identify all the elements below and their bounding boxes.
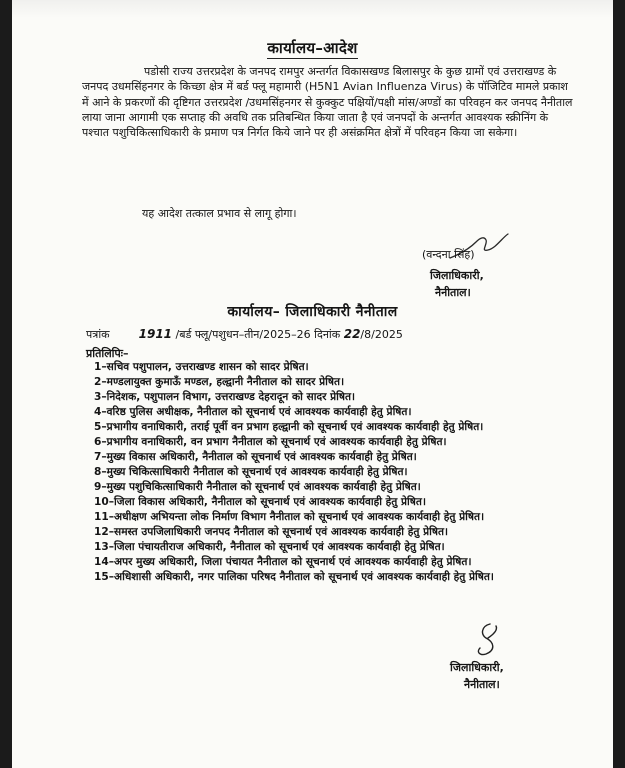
list-item: 11–अधीक्षण अभियन्ता लोक निर्माण विभाग नैनीताल को सूचनार्थ एवं आवश्यक कार्यवाही हेतु प्रेषित।: [94, 511, 485, 523]
reference-number-handwritten: 1911: [138, 327, 173, 341]
date-label: दिनांक: [314, 328, 341, 341]
list-item: 9–मुख्य पशुचिकित्साधिकारी नैनीताल को सूचनार्थ एवं आवश्यक कार्यवाही हेतु प्रेषित।: [94, 481, 421, 493]
handwritten-signature-2: [468, 620, 508, 660]
list-item: 2–मण्डलायुक्त कुमाऊँ मण्डल, हल्द्वानी नैनीताल को सादर प्रेषित।: [94, 376, 345, 388]
list-item: 3–निदेशक, पशुपालन विभाग, उत्तराखण्ड देहरादून को सादर प्रेषित।: [94, 391, 356, 403]
list-item: 1–सचिव पशुपालन, उत्तराखण्ड शासन को सादर प्रेषित।: [94, 361, 309, 373]
effect-statement: यह आदेश तत्काल प्रभाव से लागू होगा।: [142, 207, 297, 220]
district-office-heading: कार्यालय– जिलाधिकारी नैनीताल: [227, 304, 398, 320]
date-rest: /8/2025: [360, 328, 403, 341]
list-item: 5–प्रभागीय वनाधिकारी, तराई पूर्वी वन प्रभाग हल्द्वानी को सूचनार्थ एवं आवश्यक कार्यवाही हेतु प्रेषित।: [94, 421, 484, 433]
signatory-name: (वन्दना सिंह): [422, 248, 475, 261]
list-item: 14–अपर मुख्य अधिकारी, जिला पंचायत नैनीताल को सूचनार्थ एवं आवश्यक कार्यवाही हेतु प्रेषित।: [94, 556, 472, 568]
order-paragraph-text: पडोसी राज्य उत्तरप्रदेश के जनपद रामपुर अन्तर्गत विकासखण्ड बिलासपुर के कुछ ग्रामों एवं उत्तराखण्ड के जनपद उधमसिंहनगर के किच्छा क्षेत्र में बर्ड फ्लू महामारी (H5N1 Avian Influenza Virus) के पॉजिटिव मामले प्रकाश में आने के प्रकरणों की दृष्टिगत उत्तरप्रदेश /उधमसिंहनगर से कुक्कुट पक्षियों/पक्षी मांस/अण्डों का परिवहन कर जनपद नैनीताल लाया जाना आगामी एक सप्ताह की अवधि तक प्रतिबन्धित किया जाता है एवं जनपदों के अन्तर्गत आवश्यक स्क्रीनिंग के पश्चात पशुचिकित्साधिकारी के प्रमाण पत्र निर्गत किये जाने पर ही असंक्रमित क्षेत्रों में परिवहन किया जा सकेगा।: [82, 65, 573, 140]
office-order-heading: [12, 38, 613, 59]
list-item: 4–वरिष्ठ पुलिस अधीक्षक, नैनीताल को सूचनार्थ एवं आवश्यक कार्यवाही हेतु प्रेषित।: [94, 406, 412, 418]
signatory-designation: जिलाधिकारी,: [430, 269, 484, 282]
list-item: 12–समस्त उपजिलाधिकारी जनपद नैनीताल को सूचनार्थ एवं आवश्यक कार्यवाही हेतु प्रेषित।: [94, 526, 449, 538]
page-top-shadow: [12, 0, 613, 18]
reference-line: [86, 327, 403, 342]
reference-number-suffix: /बर्ड फ्लू/पशुधन–तीन/2025–26: [175, 328, 311, 341]
date-day-handwritten: 22: [343, 327, 361, 341]
distribution-list: [94, 360, 594, 585]
reference-label: पत्रांक: [86, 328, 110, 341]
list-item: 15–अधिशासी अधिकारी, नगर पालिका परिषद नैनीताल को सूचनार्थ एवं आवश्यक कार्यवाही हेतु प्रेषित।: [94, 571, 494, 583]
list-item: 10–जिला विकास अधिकारी, नैनीताल को सूचनार्थ एवं आवश्यक कार्यवाही हेतु प्रेषित।: [94, 496, 426, 508]
copy-to-label: प्रतिलिपिः–: [86, 347, 129, 360]
signatory-place: नैनीताल।: [435, 286, 471, 299]
signatory-designation-2: जिलाधिकारी,: [450, 661, 504, 674]
office-order-heading-text: कार्यालय–आदेश: [267, 39, 358, 57]
document-page: [12, 0, 613, 768]
list-item: 13–जिला पंचायतीराज अधिकारी, नैनीताल को सूचनार्थ एवं आवश्यक कार्यवाही हेतु प्रेषित।: [94, 541, 445, 553]
list-item: 7–मुख्य विकास अधिकारी, नैनीताल को सूचनार्थ एवं आवश्यक कार्यवाही हेतु प्रेषित।: [94, 451, 417, 463]
signatory-place-2: नैनीताल।: [464, 678, 500, 691]
list-item: 6–प्रभागीय वनाधिकारी, वन प्रभाग नैनीताल को सूचनार्थ एवं आवश्यक कार्यवाही हेतु प्रेषित।: [94, 436, 447, 448]
list-item: 8–मुख्य चिकित्साधिकारी नैनीताल को सूचनार्थ एवं आवश्यक कार्यवाही हेतु प्रेषित।: [94, 466, 408, 478]
order-paragraph: [82, 64, 577, 140]
